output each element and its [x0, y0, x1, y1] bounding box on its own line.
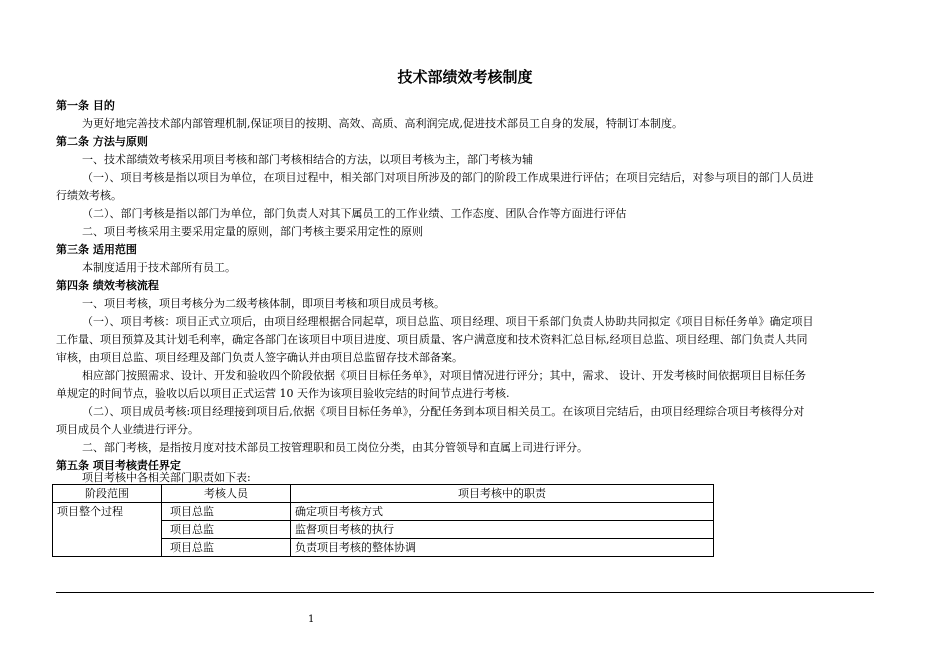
table-cell-person: 项目总监	[162, 521, 291, 539]
responsibility-table	[52, 484, 714, 557]
article-2-paragraph-2-line-2: 行绩效考核。	[56, 189, 122, 202]
table-header-row	[53, 485, 714, 503]
table-cell-duty: 监督项目考核的执行	[291, 521, 714, 539]
table-row	[53, 503, 714, 521]
article-3-paragraph: 本制度适用于技术部所有员工。	[82, 261, 236, 274]
table-header-duty: 项目考核中的职责	[291, 485, 714, 503]
page-number: 1	[308, 614, 315, 625]
article-4-paragraph-4-line-2: 项目成员个人业绩进行评分。	[56, 423, 199, 436]
table-cell-person: 项目总监	[162, 503, 291, 521]
article-2-heading: 第二条 方法与原则	[56, 135, 148, 148]
article-3-heading: 第三条 适用范围	[56, 243, 137, 256]
article-1-paragraph: 为更好地完善技术部内部管理机制,保证项目的按期、高效、高质、高利润完成,促进技术部员工自身的发展，特制订本制度。	[82, 117, 683, 130]
article-4-paragraph-5: 二、部门考核，是指按月度对技术部员工按管理职和员工岗位分类，由其分管领导和直属上司进行评分。	[82, 441, 588, 454]
article-5-heading: 第五条 项目考核责任界定	[56, 459, 181, 472]
document-title: 技术部绩效考核制度	[397, 68, 533, 86]
table-header-stage: 阶段范围	[53, 485, 162, 503]
table-cell-duty: 确定项目考核方式	[291, 503, 714, 521]
footer-divider	[56, 592, 874, 593]
table-cell-person: 项目总监	[162, 539, 291, 557]
article-4-paragraph-3-line-1: 相应部门按照需求、设计、开发和验收四个阶段依据《项目目标任务单》，对项目情况进行评分；其中，需求、 设计、开发考核时间依据项目目标任务	[82, 369, 806, 382]
article-2-paragraph-4: 二、项目考核采用主要采用定量的原则，部门考核主要采用定性的原则	[82, 225, 423, 238]
article-4-paragraph-3-line-2: 单规定的时间节点，验收以后以项目正式运营 10 天作为该项目验收完结的时间节点进行考核.	[56, 387, 510, 400]
article-2-paragraph-2-line-1: （一）、项目考核是指以项目为单位，在项目过程中，相关部门对项目所涉及的部门的阶段工作成果进行评估；在项目完结后，对参与项目的部门人员进	[82, 171, 814, 184]
article-1-heading: 第一条 目的	[56, 99, 115, 112]
article-4-paragraph-1: 一、项目考核，项目考核分为二级考核体制，即项目考核和项目成员考核。	[82, 297, 445, 310]
table-cell-stage: 项目整个过程	[53, 503, 162, 557]
article-2-paragraph-3: （二）、部门考核是指以部门为单位，部门负责人对其下属员工的工作业绩、工作态度、团队合作等方面进行评估	[82, 207, 627, 220]
article-4-paragraph-2-line-2: 工作量、项目预算及其计划毛利率，确定各部门在该项目中项目进度、项目质量、客户满意度和技术资料汇总目标,经项目总监、项目经理、部门负责人共同	[56, 333, 808, 346]
article-4-heading: 第四条 绩效考核流程	[56, 279, 159, 292]
table-header-person: 考核人员	[162, 485, 291, 503]
article-5-paragraph: 项目考核中各相关部门职责如下表:	[82, 471, 251, 484]
article-4-paragraph-4-line-1: （二）、项目成员考核:项目经理接到项目后,依据《项目目标任务单》，分配任务到本项目相关员工。在该项目完结后，由项目经理综合项目考核得分对	[82, 405, 805, 418]
article-2-paragraph-1: 一、技术部绩效考核采用项目考核和部门考核相结合的方法，以项目考核为主，部门考核为辅	[82, 153, 533, 166]
article-4-paragraph-2-line-1: （一）、项目考核：项目正式立项后，由项目经理根据合同起草，项目总监、项目经理、项目干系部门负责人协助共同拟定《项目目标任务单》确定项目	[82, 315, 814, 328]
article-4-paragraph-2-line-3: 审核，由项目总监、项目经理及部门负责人签字确认并由项目总监留存技术部备案。	[56, 351, 463, 364]
table-cell-duty: 负责项目考核的整体协调	[291, 539, 714, 557]
